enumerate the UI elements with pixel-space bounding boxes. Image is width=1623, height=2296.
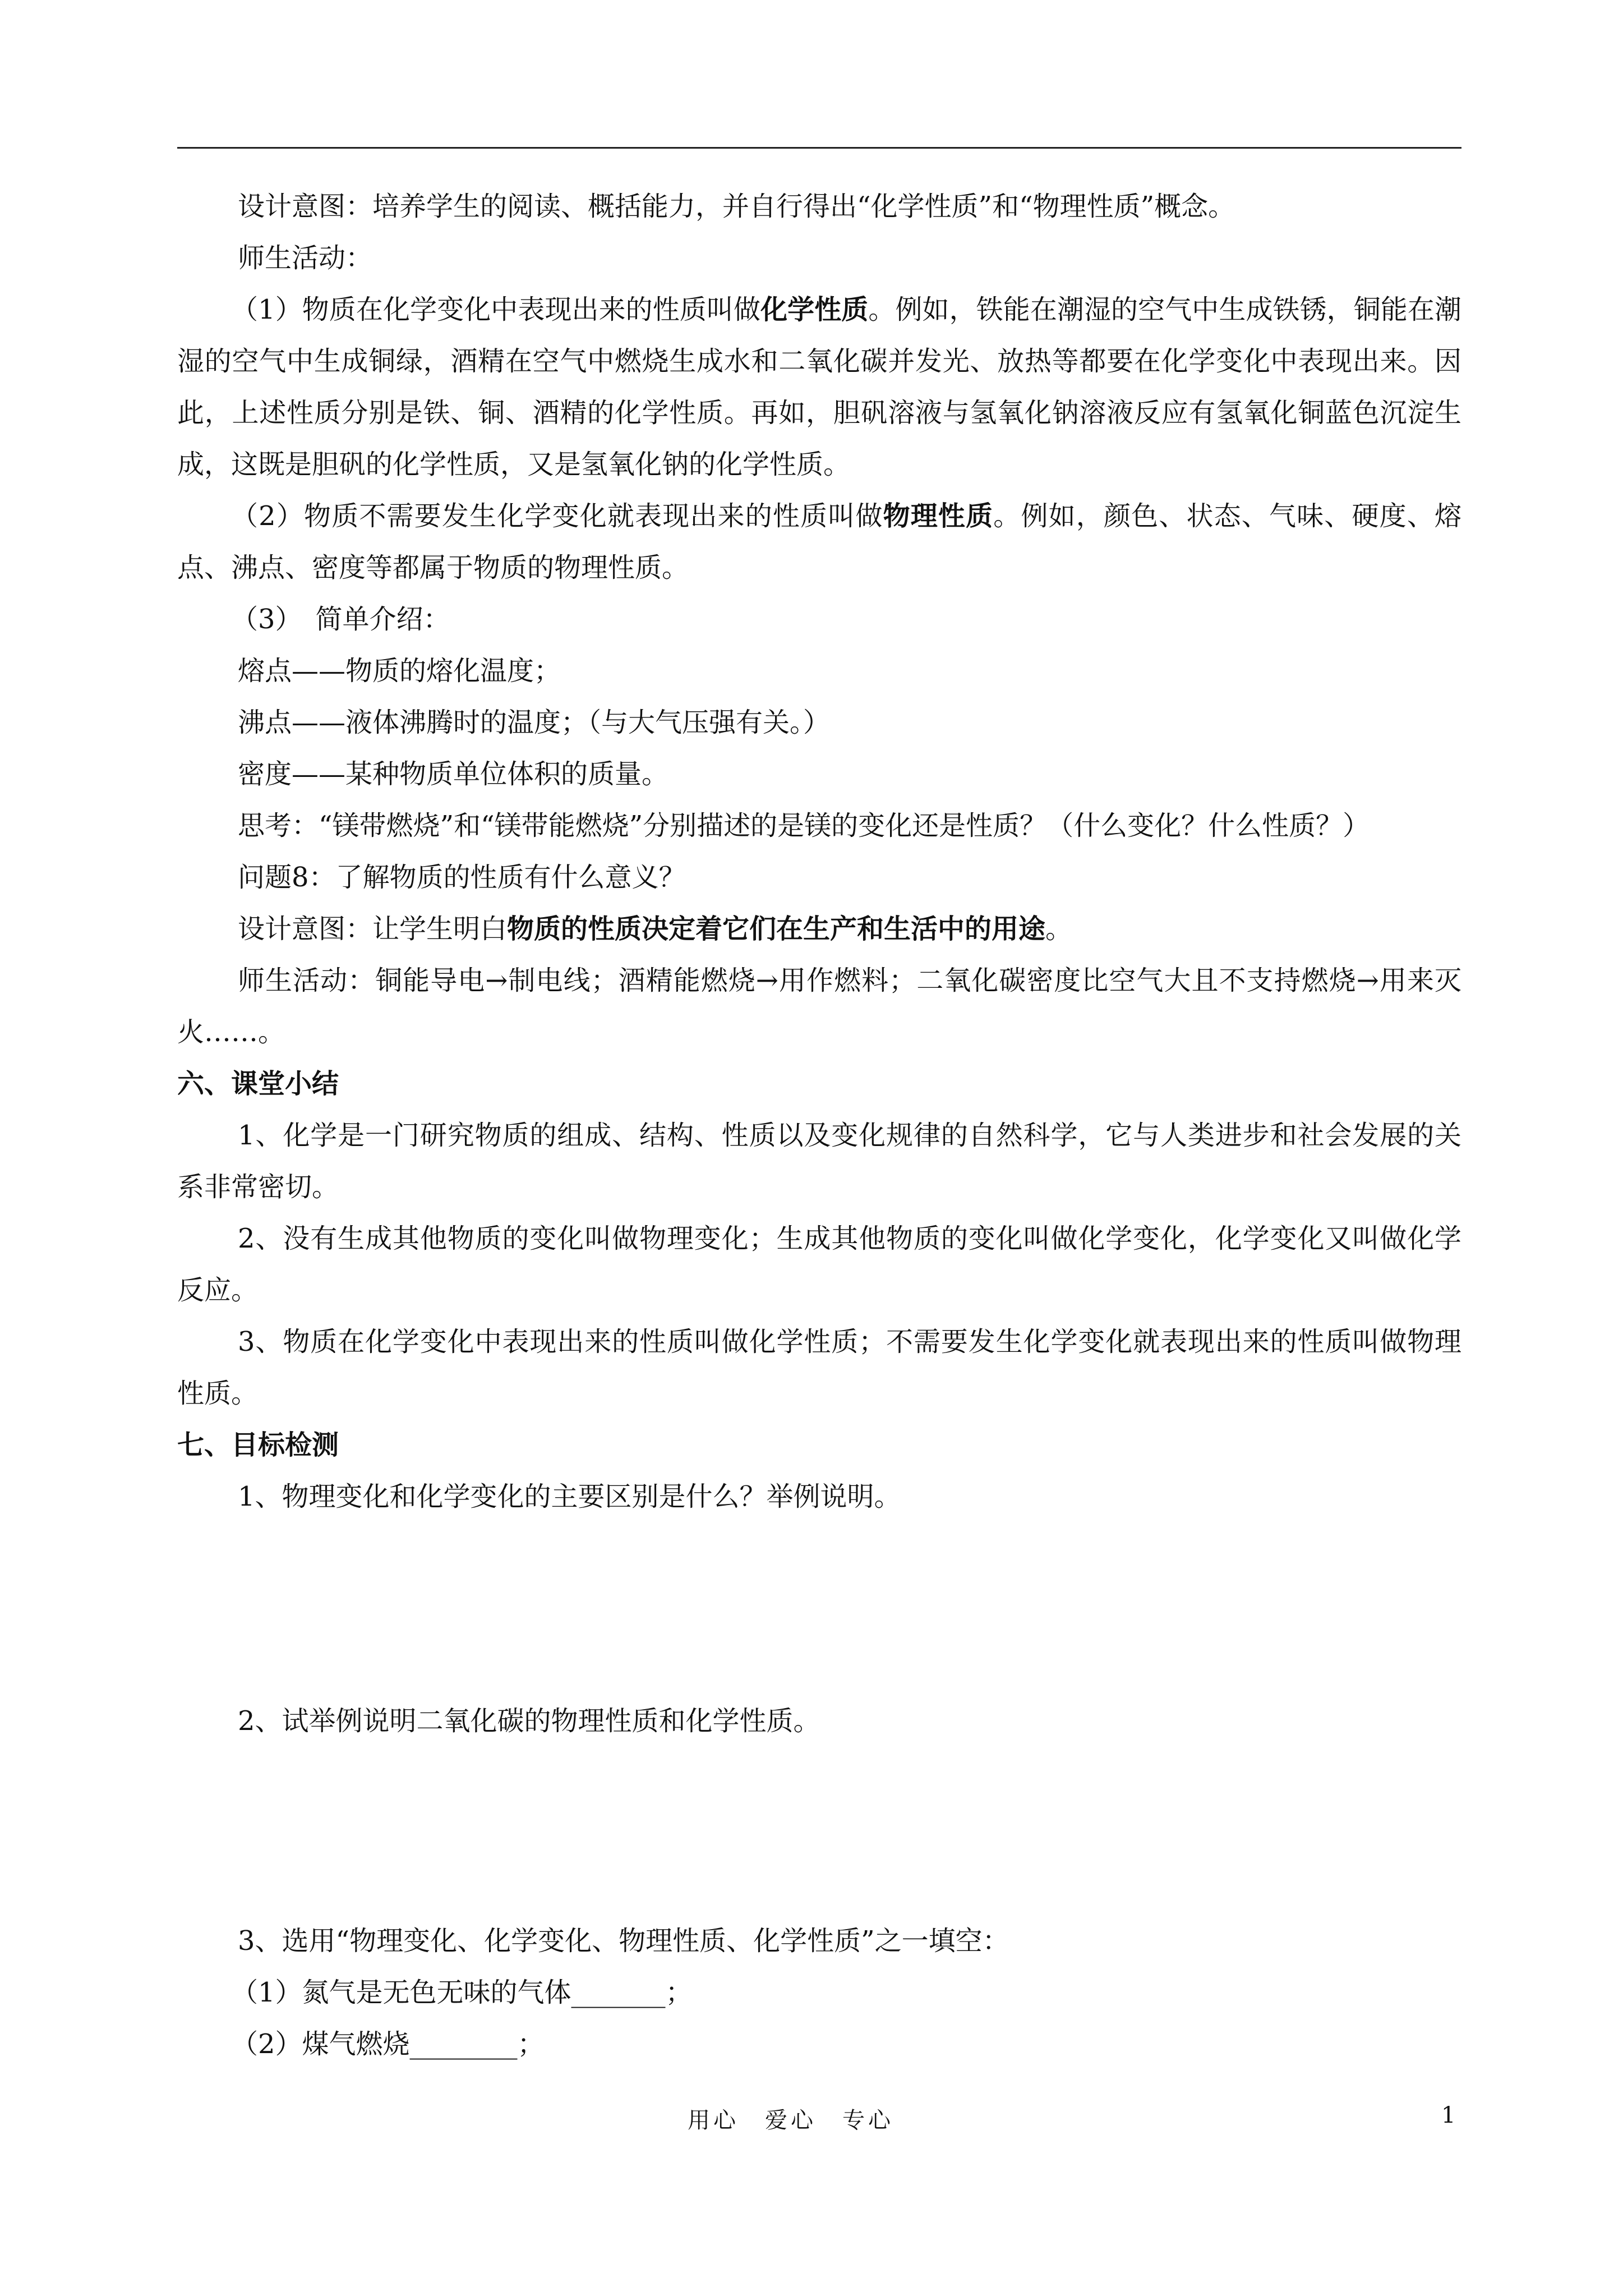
chemical-property-term: 化学性质 [760,294,869,325]
design-intent-question-8 [177,903,1461,955]
boiling-point-definition: 沸点——液体沸腾时的温度；（与大气压强有关。） [238,707,831,738]
summary-item-3: 3、物质在化学变化中表现出来的性质叫做化学性质；不需要发生化学变化就表现出来的性质叫做物理性质。 [177,1326,1461,1409]
section-heading-assessment: 七、目标检测 [177,1429,339,1461]
section-heading-summary: 六、课堂小结 [177,1068,339,1099]
physical-property-text-pre: （2）物质不需要发生化学变化就表现出来的性质叫做 [231,500,883,532]
thinking-question: 思考：“镁带燃烧”和“镁带能燃烧”分别描述的是镁的变化还是性质？（什么变化？什么性质？） [238,810,1370,841]
question-8: 问题8：了解物质的性质有什么意义？ [238,862,686,893]
chemical-property-text-pre: （1）物质在化学变化中表现出来的性质叫做 [231,294,761,325]
density-definition: 密度——某种物质单位体积的质量。 [238,758,669,790]
fill-in-item-2: （2）煤气燃烧________； [231,2028,545,2060]
teacher-student-activity-label: 师生活动： [238,242,373,274]
design-intent-text-post: 。 [1045,913,1073,945]
design-intent-text-pre: 设计意图：让学生明白 [238,913,508,945]
chemical-property-text-post: 。例如，铁能在潮湿的空气中生成铁锈，铜能在潮湿的空气中生成铜绿，酒精在空气中燃烧生成水和二氧化碳并发光、放热等都要在化学变化中表现出来。因此，上述性质分别是铁、铜、酒精的化学性质。再如，胆矾溶液与氢氧化钠溶液反应有氢氧化铜蓝色沉淀生成，这既是胆矾的化学性质，又是氢氧化钠的化学性质。 [177,294,1461,480]
page-number: 1 [1441,2102,1456,2128]
answer-space-2 [177,1747,1461,1915]
assessment-question-1: 1、物理变化和化学变化的主要区别是什么？举例说明。 [238,1481,901,1512]
summary-item-2: 2、没有生成其他物质的变化叫做物理变化；生成其他物质的变化叫做化学变化，化学变化又叫做化学反应。 [177,1223,1461,1306]
physical-property-paragraph [177,490,1461,593]
summary-item-1: 1、化学是一门研究物质的组成、结构、性质以及变化规律的自然科学，它与人类进步和社会发展的关系非常密切。 [177,1120,1461,1203]
answer-space-1 [177,1522,1461,1695]
chemical-property-paragraph [177,284,1461,490]
activity-examples: 师生活动：铜能导电→制电线；酒精能燃烧→用作燃料；二氧化碳密度比空气大且不支持燃烧→用来灭火……。 [177,965,1461,1048]
physical-property-text-post: 。例如，颜色、状态、气味、硬度、熔点、沸点、密度等都属于物质的物理性质。 [177,500,1461,583]
design-intent-paragraph: 设计意图：培养学生的阅读、概括能力，并自行得出“化学性质”和“物理性质”概念。 [238,191,1235,222]
page-content [177,181,1461,2070]
header-rule [177,147,1461,149]
melting-point-definition: 熔点——物质的熔化温度； [238,655,561,687]
physical-property-term: 物理性质 [883,500,994,532]
assessment-question-2: 2、试举例说明二氧化碳的物理性质和化学性质。 [238,1705,820,1737]
footer-motto: 用心 爱心 专心 [688,2108,894,2133]
fill-in-item-1: （1）氮气是无色无味的气体_______； [231,1977,693,2008]
design-intent-key-point: 物质的性质决定着它们在生产和生活中的用途 [507,913,1046,945]
brief-intro-label: （3） 简单介绍： [231,604,450,635]
assessment-question-3: 3、选用“物理变化、化学变化、物理性质、化学性质”之一填空： [238,1925,1009,1957]
